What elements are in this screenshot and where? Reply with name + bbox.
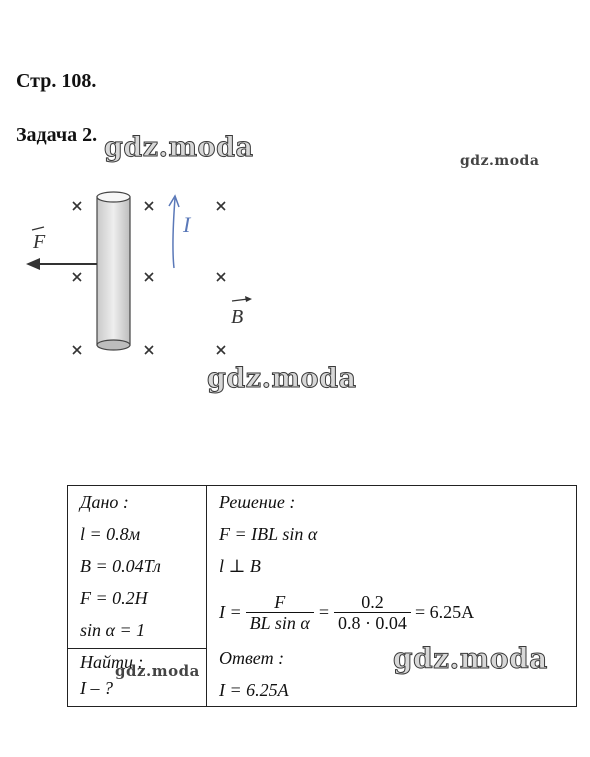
- equals-sign: =: [317, 601, 330, 622]
- task-title: Задача 2.: [16, 124, 98, 146]
- given-field: B = 0.04Тл: [80, 556, 161, 576]
- given-force: F = 0.2H: [80, 588, 148, 608]
- answer-value: I = 6.25A: [219, 680, 289, 700]
- values-denominator: 0.8 · 0.04: [337, 612, 407, 633]
- conductor-figure: [20, 180, 260, 370]
- given-header: Дано :: [80, 492, 129, 512]
- current-calculation: [207, 582, 576, 642]
- calc-lhs: I =: [219, 601, 242, 622]
- page-reference: Стр. 108.: [16, 70, 97, 92]
- given-sine: sin α = 1: [80, 620, 146, 640]
- field-vector-arrow: [232, 296, 252, 302]
- watermark-small: gdz.moda: [460, 153, 540, 169]
- conductor-rod: [97, 192, 130, 350]
- watermark-logo: gdz.moda: [207, 363, 357, 394]
- watermark-small: gdz.moda: [115, 662, 200, 680]
- fraction-values: [334, 592, 411, 633]
- given-cell: [68, 486, 207, 649]
- find-unknown: I – ?: [80, 678, 113, 699]
- watermark-logo: gdz.moda: [104, 132, 254, 163]
- fraction-denominator: BL sin α: [249, 612, 310, 633]
- fraction-formula: [246, 592, 314, 633]
- values-numerator: 0.2: [334, 592, 411, 613]
- calculation-result: = 6.25A: [414, 601, 475, 622]
- solution-table: [67, 485, 577, 707]
- perpendicular-condition: l ⊥ B: [219, 556, 261, 576]
- find-header: Найти :: [80, 652, 144, 673]
- current-arrow: [169, 196, 179, 268]
- field-cross-marks: [73, 202, 225, 354]
- solution-cell: [207, 486, 577, 707]
- watermark-logo: gdz.moda: [393, 642, 548, 675]
- force-label: F: [33, 231, 46, 253]
- given-length: l = 0.8м: [80, 524, 141, 544]
- ampere-force-formula: F = IBL sin α: [219, 524, 318, 544]
- answer-header: Ответ :: [219, 648, 285, 668]
- field-label: B: [231, 306, 244, 328]
- force-arrow: [26, 258, 97, 270]
- current-label: I: [183, 212, 191, 237]
- find-cell: [68, 649, 207, 707]
- solution-header: Решение :: [219, 492, 296, 512]
- fraction-numerator: F: [246, 592, 314, 613]
